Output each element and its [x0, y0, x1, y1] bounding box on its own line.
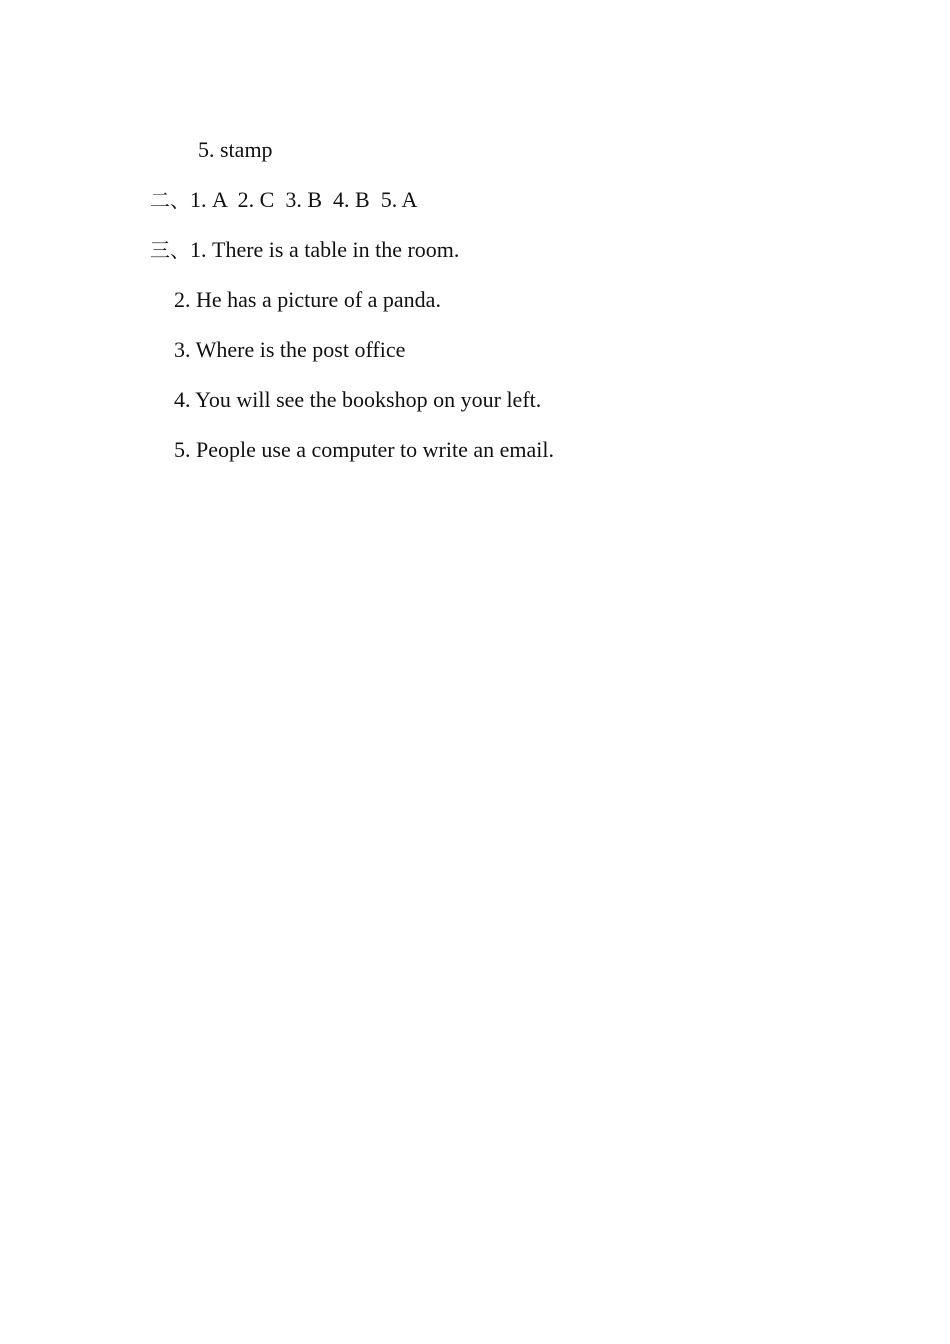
part2-answer-text: 1. A 2. C 3. B 4. B 5. A	[190, 187, 418, 212]
part3-answer-5: 5. People use a computer to write an email.	[174, 437, 554, 462]
part1-answer-5: 5. stamp	[198, 137, 273, 162]
part2-marker: 二、	[150, 188, 190, 212]
part3-answer-3: 3. Where is the post office	[174, 337, 406, 362]
part3-answer-1-text: 1. There is a table in the room.	[190, 237, 460, 262]
part3-answer-2: 2. He has a picture of a panda.	[174, 287, 441, 312]
part3-marker: 三、	[150, 238, 190, 262]
part2-answers	[150, 187, 417, 213]
part3-answer-1	[150, 237, 459, 263]
part3-answer-4: 4. You will see the bookshop on your left.	[174, 387, 542, 412]
